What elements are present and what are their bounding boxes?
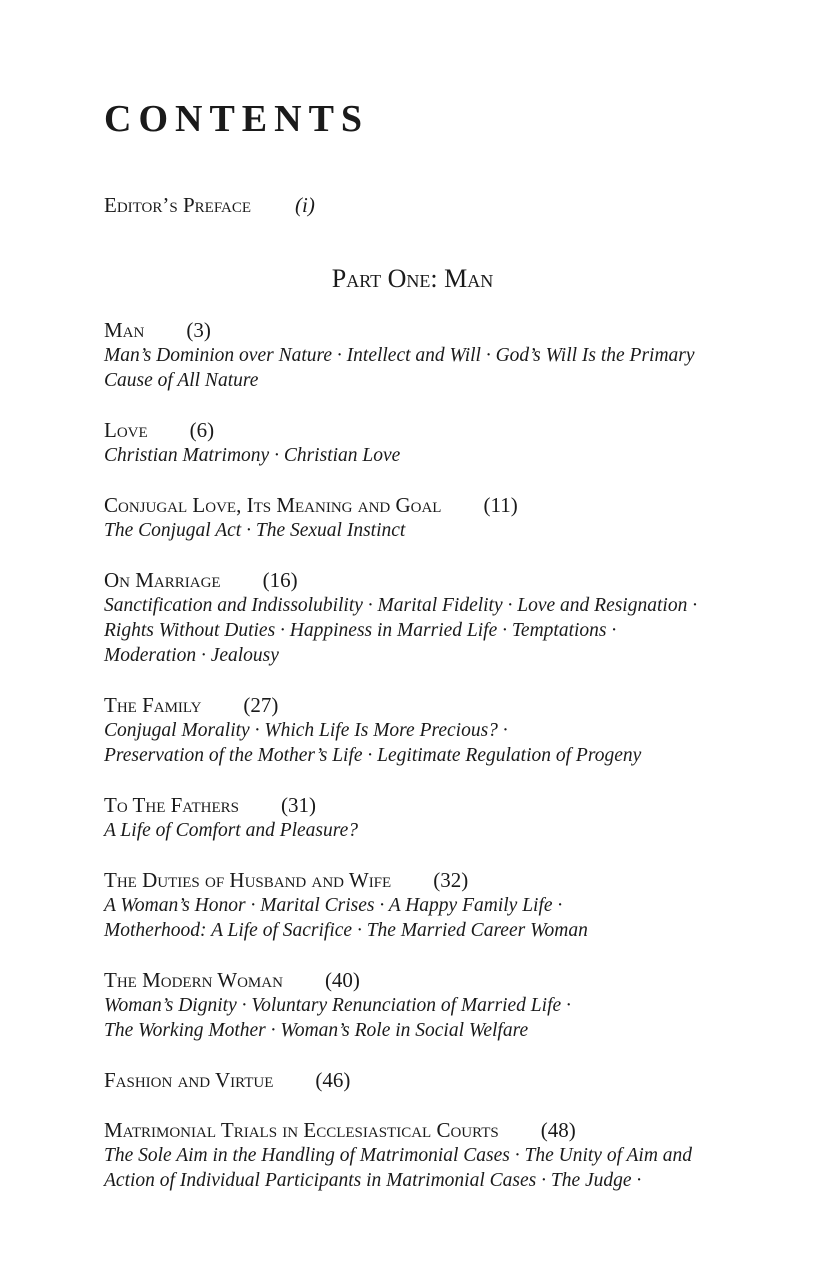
toc-entry-page-number: (11) [483,493,518,517]
toc-entry-subtopics: Conjugal Morality · Which Life Is More Precious? · [104,720,508,741]
toc-entry-page-number: (40) [324,968,360,992]
toc-entry-title: To The Fathers [104,793,239,817]
toc-entry-page-number: (27) [243,693,279,717]
toc-entry-subtopics: Motherhood: A Life of Sacrifice · The Married Career Woman [104,920,588,941]
toc-entry-title: On Marriage [104,568,221,592]
toc-entry-to-the-fathers [104,793,744,843]
toc-entry-page-number: (31) [280,793,316,817]
toc-entry-page-number: (16) [262,568,298,592]
toc-entry-page-number: (46) [315,1068,351,1092]
toc-entry-subtopics: A Life of Comfort and Pleasure? [104,820,359,841]
toc-entry-on-marriage [104,568,744,668]
toc-entry-title: The Modern Woman [104,968,283,992]
toc-entry-man [104,318,744,393]
toc-entry-the-modern-woman [104,968,744,1043]
toc-entry-title: The Duties of Husband and Wife [104,868,392,892]
part-heading: Part One: Man [331,264,494,293]
toc-entry-subtopics: The Conjugal Act · The Sexual Instinct [104,520,406,541]
toc-entry-heading [104,493,744,518]
toc-entry-heading [104,793,744,818]
toc-entry-heading [104,418,744,443]
page-title: CONTENTS [104,98,370,140]
toc-entry-title: Man [104,318,145,342]
toc-entry-heading [104,868,744,893]
toc-entry-fashion-and-virtue [104,1068,744,1093]
toc-entry-title: Editor’s Preface [104,193,252,217]
toc-entry-subtopics: The Sole Aim in the Handling of Matrimonial Cases · The Unity of Aim and [104,1145,693,1166]
toc-entry-title: Fashion and Virtue [104,1068,274,1092]
toc-entry-subtopics: Sanctification and Indissolubility · Marital Fidelity · Love and Resignation · [104,595,698,616]
toc-entry-page-number: (i) [295,193,315,217]
toc-entry-page-number: (32) [433,868,469,892]
toc-entry-page-number: (48) [540,1118,576,1142]
toc-entry-heading [104,968,744,993]
toc-entry-title: Conjugal Love, Its Meaning and Goal [104,493,442,517]
toc-entry-subtopics: Rights Without Duties · Happiness in Married Life · Temptations · [104,620,617,641]
toc-entry-subtopics: Action of Individual Participants in Matrimonial Cases · The Judge · [104,1170,642,1191]
table-of-contents [104,318,744,1218]
toc-entry-title: Matrimonial Trials in Ecclesiastical Courts [104,1118,499,1142]
toc-entry-subtopics: Woman’s Dignity · Voluntary Renunciation of Married Life · [104,995,571,1016]
toc-entry-the-family [104,693,744,768]
toc-entry-heading [104,693,744,718]
toc-entry-editors-preface [104,193,315,218]
toc-entry-page-number: (6) [189,418,215,442]
toc-entry-conjugal-love [104,493,744,543]
toc-entry-subtopics: Man’s Dominion over Nature · Intellect and Will · God’s Will Is the Primary [104,345,695,366]
toc-entry-subtopics: A Woman’s Honor · Marital Crises · A Happy Family Life · [104,895,563,916]
toc-entry-duties-of-husband-and-wife [104,868,744,943]
toc-entry-subtopics: Cause of All Nature [104,370,259,391]
toc-entry-subtopics: The Working Mother · Woman’s Role in Social Welfare [104,1020,529,1041]
toc-entry-heading [104,1068,744,1093]
toc-entry-matrimonial-trials [104,1118,744,1193]
toc-entry-heading [104,568,744,593]
toc-entry-subtopics: Preservation of the Mother’s Life · Legitimate Regulation of Progeny [104,745,642,766]
toc-entry-page-number: (3) [186,318,211,342]
toc-entry-heading [104,1118,744,1143]
toc-entry-love [104,418,744,468]
toc-entry-subtopics: Christian Matrimony · Christian Love [104,445,401,466]
toc-entry-title: The Family [104,693,202,717]
toc-entry-heading [104,318,744,343]
toc-entry-subtopics: Moderation · Jealousy [104,645,279,666]
toc-entry-title: Love [104,418,148,442]
